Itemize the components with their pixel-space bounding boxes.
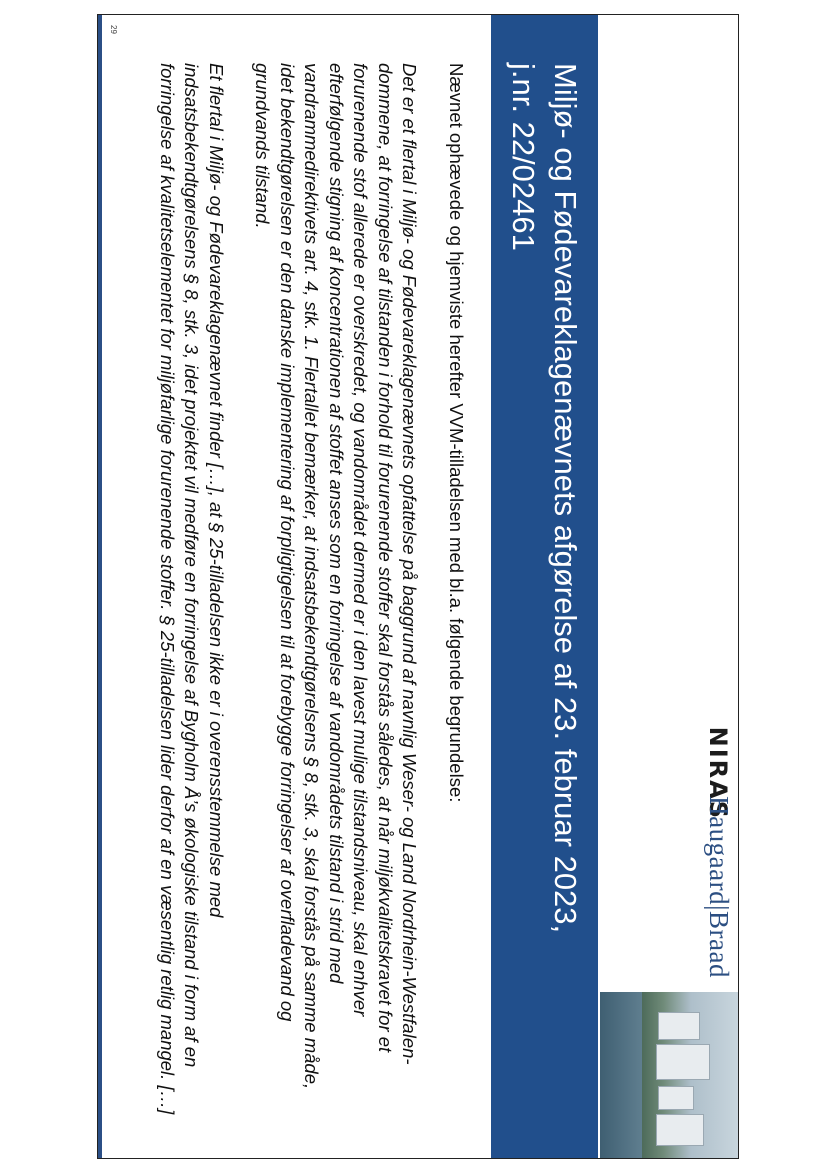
haugaard-braad-logo: Haugaard|Braad bbox=[704, 796, 734, 978]
slide-title-line-1: Miljø- og Fødevareklagenævnets afgørelse af 23. februar 2023, bbox=[548, 63, 583, 934]
intro-paragraph: Nævnet ophævede og hjemviste herefter VVM-tilladelsen med bl.a. følgende begrundelse: bbox=[446, 63, 467, 803]
slide bbox=[98, 15, 739, 1159]
slide-title-line-2: j.nr. 22/02461 bbox=[506, 63, 541, 251]
logo-area bbox=[600, 15, 739, 1159]
slide-body bbox=[133, 63, 469, 1123]
slide-title bbox=[502, 63, 586, 1023]
harbour-photo-icon bbox=[600, 992, 739, 1159]
title-band bbox=[491, 15, 598, 1159]
quote-paragraph-2: Et flertal i Miljø- og Fødevareklagenævnet finder […], at § 25-tilladelsen ikke er i overensstemmelse med indsatsbekendtgørelsens § 8, stk. 3, idet projektet vil medføre en forringelse af Bygholm Å’s økologiske tilstand i form af en forringelse af kvalitetselementet for miljøfarlige forurenende stoffer. § 25-tilladelsen lider derfor af en væsentlig retlig mangel. […] bbox=[157, 63, 227, 1115]
niras-logo: NIRAS bbox=[704, 726, 732, 820]
slide-frame bbox=[97, 14, 739, 1159]
page-number: 29 bbox=[109, 25, 118, 34]
side-rule bbox=[98, 15, 102, 1159]
quote-paragraph-1: Det er et flertal i Miljø- og Fødevareklagenævnets opfattelse på baggrund af navnlig Weser- og Land Nordrhein-Westfalen-dommene, at forringelse af tilstanden i forhold til forurenende stoffer skal forstås således, at når miljøkvalitetskravet for et forurenende stof allerede er overskredet, og vandområdet dermed er i den lavest mulige tilstandsniveau, skal enhver efterfølgende stigning af koncentrationen af stoffet anses som en forringelse af vandområdets tilstand i strid med vandrammedirektivets art. 4, stk. 1. Flertallet bemærker, at indsatsbekendtgørelsens § 8, stk. 3, skal forstås på samme måde, idet bekendtgørelsen er den danske implementering af forpligtigelsen til at forebygge forringelser af overfladevand og grundvands tilstand. bbox=[252, 63, 421, 1090]
